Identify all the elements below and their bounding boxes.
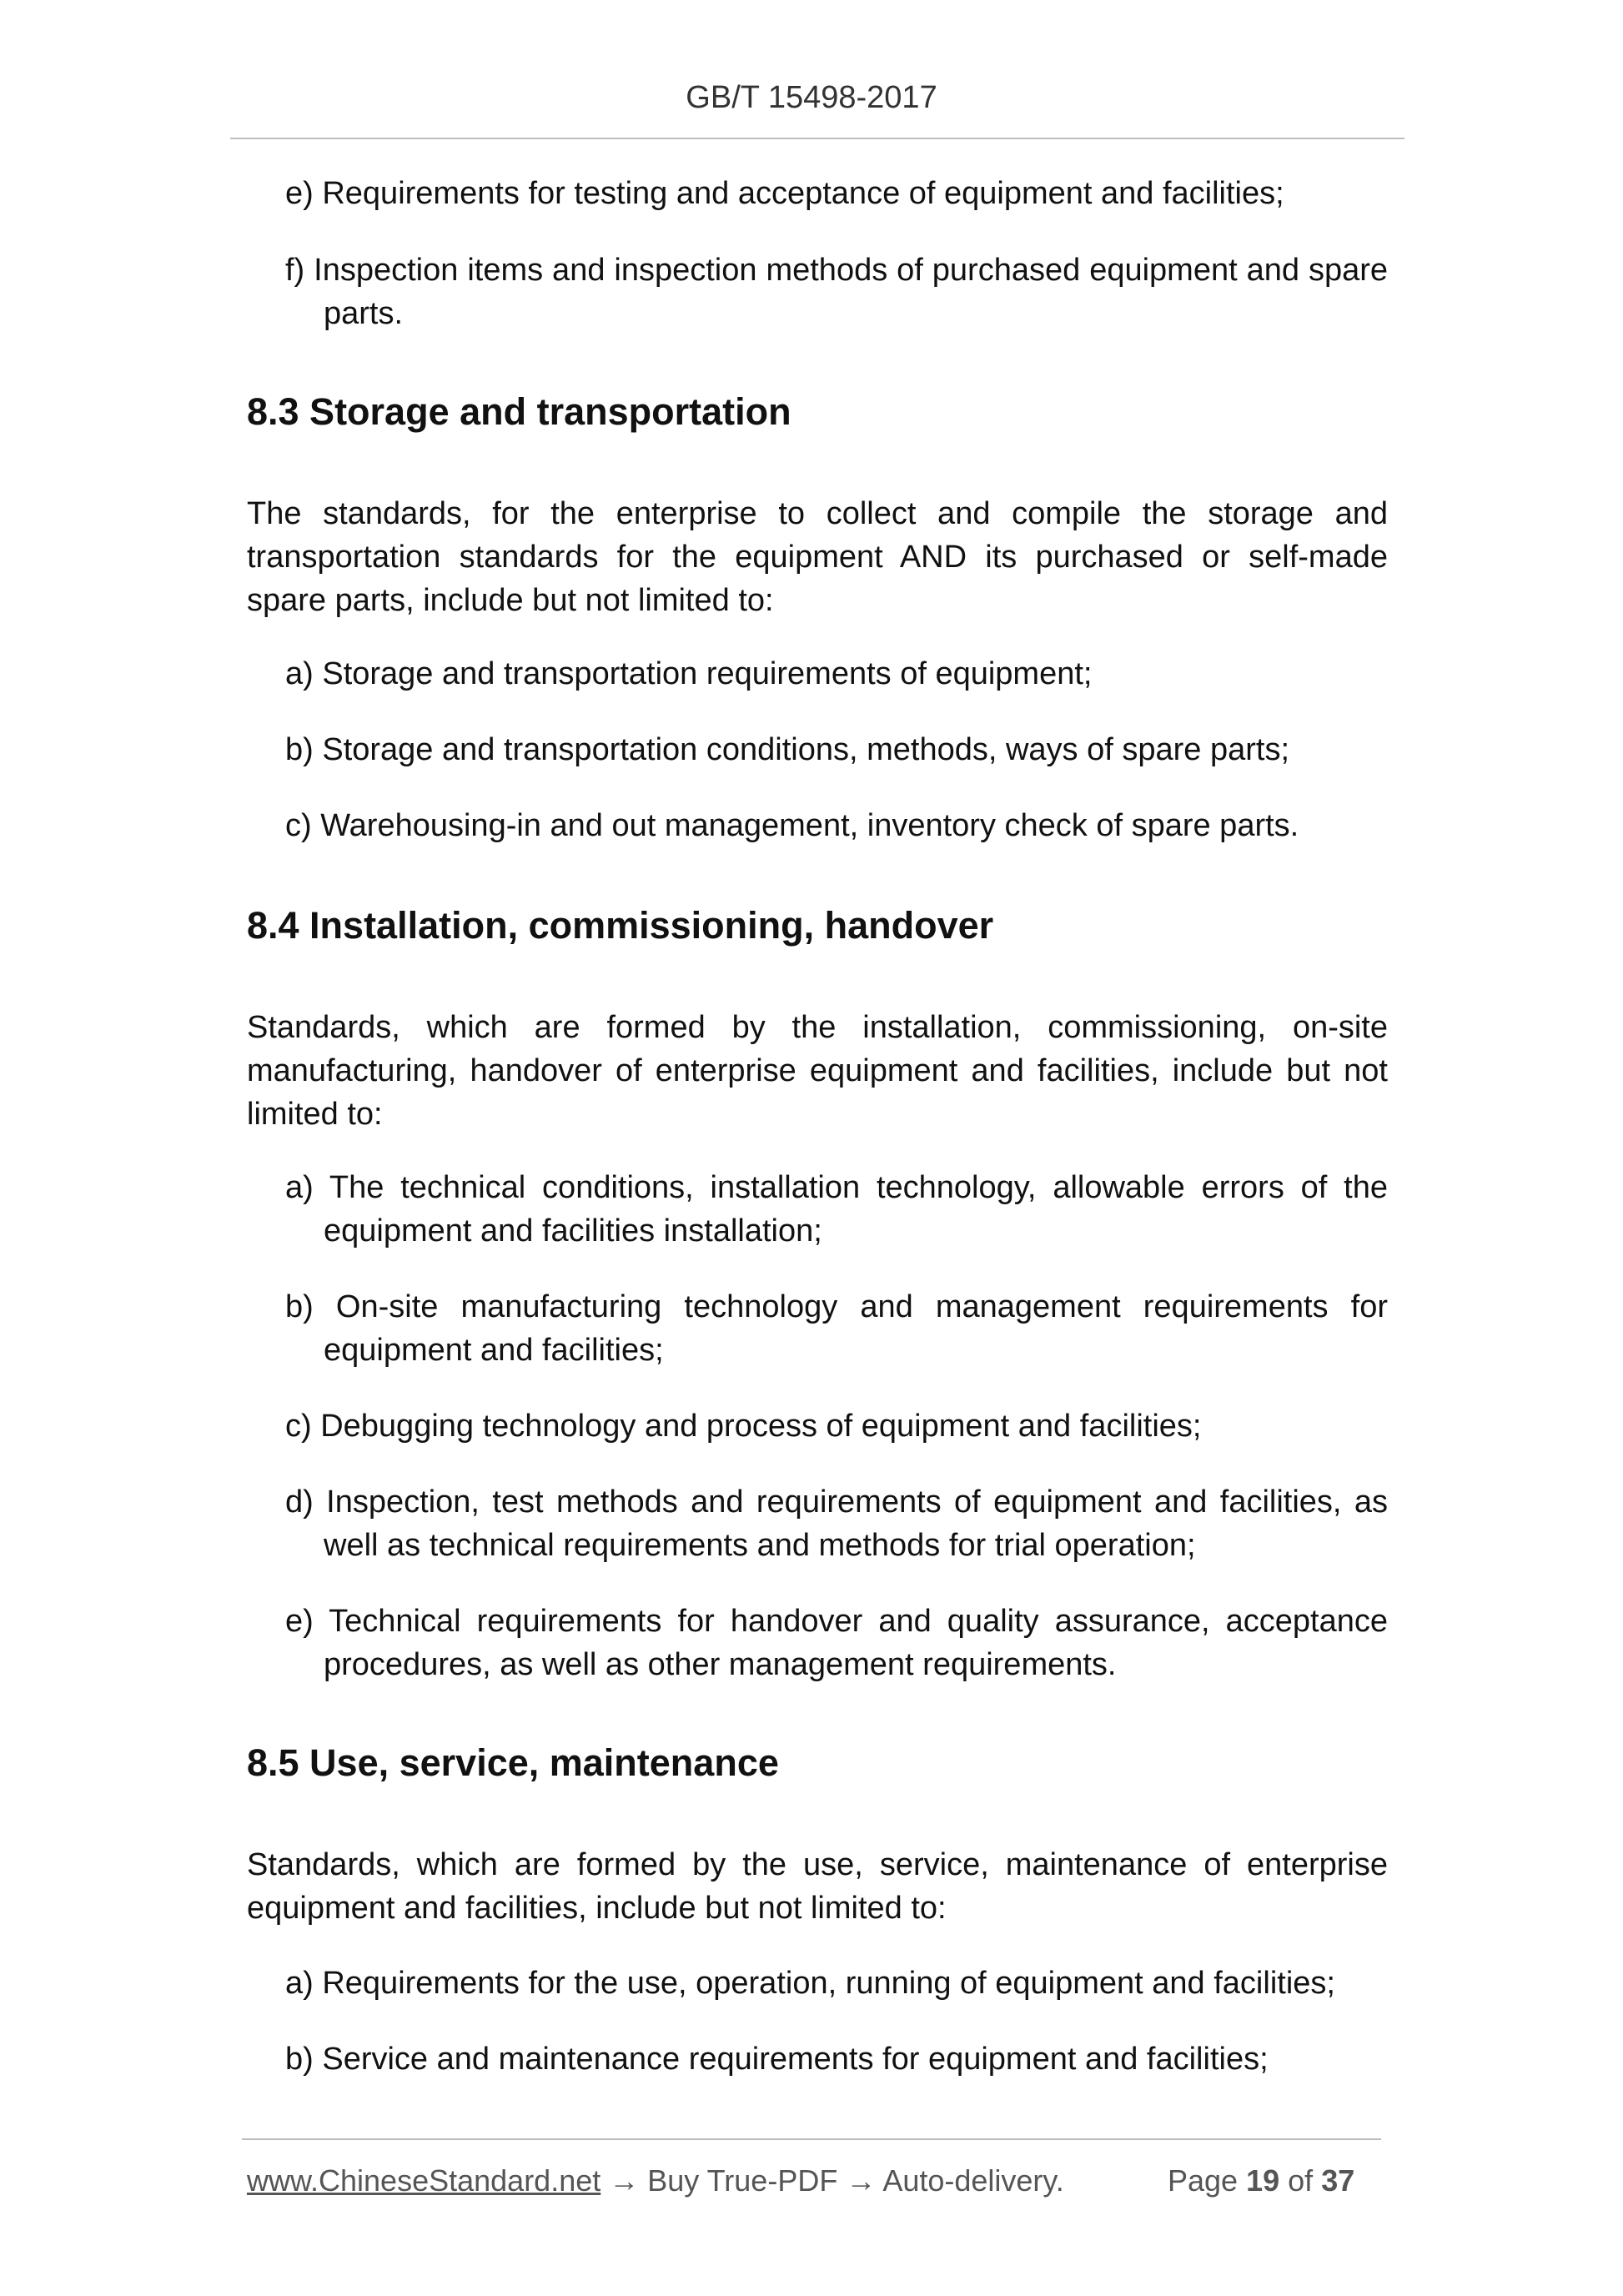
section-heading-8-4: 8.4 Installation, commissioning, handover [247,904,994,947]
header-divider [230,138,1404,139]
page-number: 19 [1246,2163,1280,2198]
page-total: 37 [1321,2163,1355,2198]
page-header-docid: GB/T 15498-2017 [686,80,937,115]
list-item: b) On-site manufacturing technology and management requirements for equipment and facilities; [285,1289,1388,1368]
section-heading-8-3: 8.3 Storage and transportation [247,390,791,433]
paragraph-8-3-intro: The standards, for the enterprise to collect and compile the storage and transportation standards for the equipment AND its purchased or self-made spare parts, include but not limited to: [247,496,1388,618]
list-item: a) Requirements for the use, operation, running of equipment and facilities; [285,1966,1335,2001]
list-item: a) Storage and transportation requirements of equipment; [285,656,1093,691]
page-indicator [1168,2160,1354,2202]
footer-promo-text: → Buy True-PDF → Auto-delivery. [600,2163,1064,2198]
list-item: c) Debugging technology and process of equipment and facilities; [285,1409,1202,1444]
list-item: e) Requirements for testing and acceptance of equipment and facilities; [285,176,1284,211]
of-label: of [1288,2163,1314,2198]
list-item: d) Inspection, test methods and requirements of equipment and facilities, as well as technical requirements and methods for trial operation; [285,1485,1388,1563]
list-item: a) The technical conditions, installation technology, allowable errors of the equipment and facilities installation; [285,1170,1388,1248]
paragraph-8-5-intro: Standards, which are formed by the use, service, maintenance of enterprise equipment and facilities, include but not limited to: [247,1847,1388,1926]
page-label: Page [1168,2163,1239,2198]
footer-promo [247,2160,1064,2202]
list-item: b) Service and maintenance requirements for equipment and facilities; [285,2042,1269,2077]
list-item: c) Warehousing-in and out management, inventory check of spare parts. [285,808,1299,843]
list-item: e) Technical requirements for handover and quality assurance, acceptance procedures, as well as other management requirements. [285,1604,1388,1682]
paragraph-8-4-intro: Standards, which are formed by the installation, commissioning, on-site manufacturing, handover of enterprise equipment and facilities, include but not limited to: [247,1010,1388,1132]
list-item: f) Inspection items and inspection methods of purchased equipment and spare parts. [285,253,1388,331]
section-heading-8-5: 8.5 Use, service, maintenance [247,1741,779,1784]
footer-divider [242,2138,1381,2140]
site-link[interactable]: www.ChineseStandard.net [247,2163,601,2198]
list-item: b) Storage and transportation conditions, methods, ways of spare parts; [285,732,1289,767]
